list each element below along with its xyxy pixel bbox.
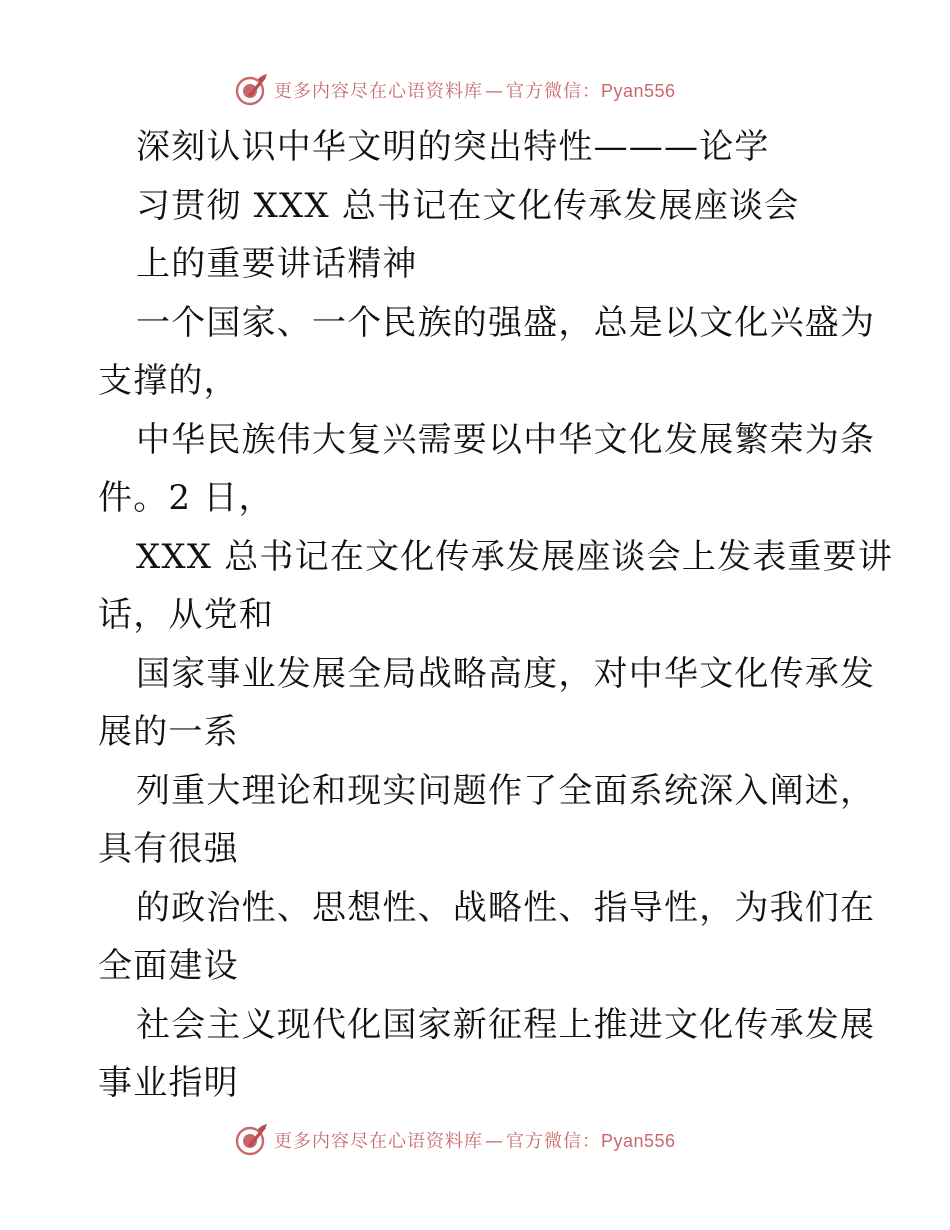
body-line: 社会主义现代化国家新征程上推进文化传承发展 bbox=[136, 1004, 876, 1045]
body-line: XXX 总书记在文化传承发展座谈会上发表重要讲 bbox=[136, 536, 894, 577]
document-body bbox=[98, 118, 894, 1113]
body-line: 中华民族伟大复兴需要以中华文化发展繁荣为条 bbox=[136, 419, 876, 460]
watermark-wechat-id: Pyan556 bbox=[601, 81, 676, 101]
body-line: 具有很强 bbox=[98, 829, 239, 869]
title-line: 习贯彻 XXX 总书记在文化传承发展座谈会 bbox=[136, 185, 800, 226]
body-line: 的政治性、思想性、战略性、指导性，为我们在 bbox=[136, 887, 876, 928]
body-line: 列重大理论和现实问题作了全面系统深入阐述， bbox=[136, 770, 876, 811]
watermark-wechat-label: 官方微信： bbox=[506, 1131, 601, 1152]
title-line: 深刻认识中华文明的突出特性———论学 bbox=[136, 127, 770, 167]
watermark-dash: — bbox=[485, 1131, 504, 1152]
footer-watermark bbox=[234, 1120, 676, 1160]
quill-pen-logo-icon bbox=[234, 73, 268, 107]
watermark-text bbox=[274, 77, 676, 103]
body-line: 事业指明 bbox=[98, 1063, 239, 1103]
body-line: 件。2 日， bbox=[98, 478, 274, 518]
body-line: 展的一系 bbox=[98, 712, 239, 752]
watermark-text bbox=[274, 1127, 676, 1153]
watermark-wechat-label: 官方微信： bbox=[506, 81, 601, 102]
header-watermark bbox=[234, 70, 676, 110]
paragraph-body bbox=[98, 294, 894, 1113]
body-line: 一个国家、一个民族的强盛，总是以文化兴盛为 bbox=[136, 302, 876, 343]
body-line: 国家事业发展全局战略高度，对中华文化传承发 bbox=[136, 653, 876, 694]
title-line: 上的重要讲话精神 bbox=[136, 244, 418, 284]
body-line: 全面建设 bbox=[98, 946, 239, 986]
quill-pen-logo-icon bbox=[234, 1123, 268, 1157]
watermark-dash: — bbox=[485, 81, 504, 102]
watermark-brand: 更多内容尽在心语资料库 bbox=[274, 81, 483, 102]
body-line: 支撑的， bbox=[98, 361, 239, 401]
watermark-wechat-id: Pyan556 bbox=[601, 1131, 676, 1151]
watermark-brand: 更多内容尽在心语资料库 bbox=[274, 1131, 483, 1152]
body-line: 话，从党和 bbox=[98, 595, 274, 635]
